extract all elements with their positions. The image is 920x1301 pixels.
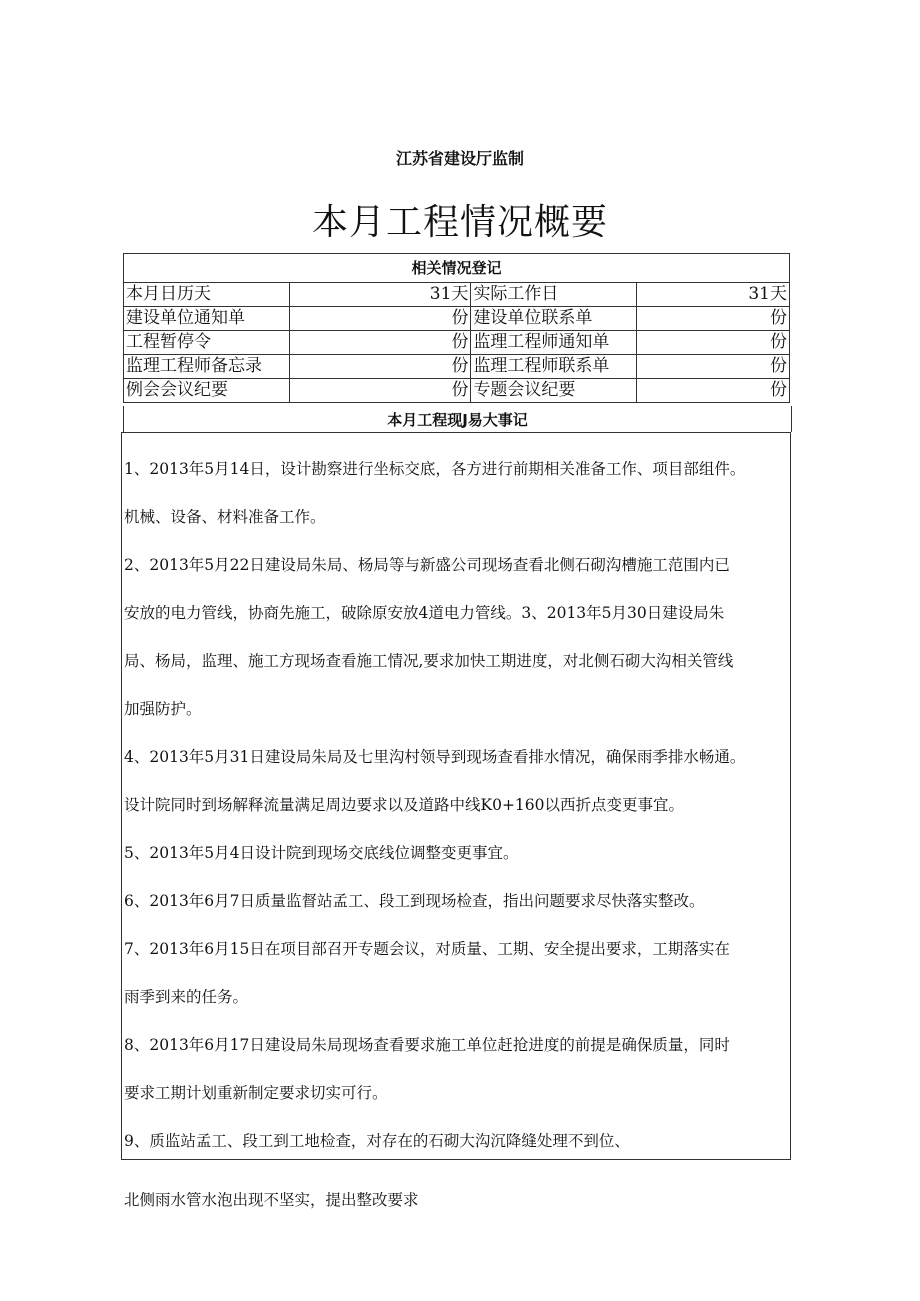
table-row xyxy=(124,331,790,355)
registry-header: 相关情况登记 xyxy=(124,254,790,283)
row-label: 本月日历天 xyxy=(124,283,290,307)
event-line: 机械、设备、材料准备工作。 xyxy=(124,508,326,526)
row-label: 例会会议纪要 xyxy=(124,379,290,403)
table-row xyxy=(124,283,790,307)
event-line: 要求工期计划重新制定要求切实可行。 xyxy=(124,1084,388,1102)
trailing-note: 北侧雨水管水泡出现不坚实，提出整改要求 xyxy=(124,1191,419,1209)
row-label: 建设单位联系单 xyxy=(471,307,637,331)
row-value: 份 xyxy=(637,379,790,403)
events-list xyxy=(124,445,792,1165)
events-header-bar xyxy=(123,406,792,432)
table-row xyxy=(124,379,790,403)
row-value: 31天 xyxy=(289,283,471,307)
row-value: 份 xyxy=(637,331,790,355)
row-value: 31天 xyxy=(637,283,790,307)
row-value: 份 xyxy=(289,307,471,331)
event-line: 8、2013年6月17日建设局朱局现场查看要求施工单位赶抢进度的前提是确保质量，同时 xyxy=(124,1036,730,1054)
row-value: 份 xyxy=(637,307,790,331)
event-line: 1、2013年5月14日，设计勘察进行坐标交底，各方进行前期相关准备工作、项目部组件。 xyxy=(124,460,746,478)
event-line: 局、杨局，监理、施工方现场查看施工情况,要求加快工期进度，对北侧石砌大沟相关管线 xyxy=(124,652,734,670)
row-label: 监理工程师通知单 xyxy=(471,331,637,355)
events-title: 本月工程现J易大事记 xyxy=(387,411,528,429)
event-line: 7、2013年6月15日在项目部召开专题会议，对质量、工期、安全提出要求，工期落实在 xyxy=(124,940,730,958)
row-label: 监理工程师备忘录 xyxy=(124,355,290,379)
event-line: 6、2013年6月7日质量监督站孟工、段工到现场检查，指出问题要求尽快落实整改。 xyxy=(124,892,705,910)
table-row xyxy=(124,307,790,331)
event-line: 设计院同时到场解释流量满足周边要求以及道路中线K0+160以西折点变更事宜。 xyxy=(124,796,685,814)
registry-header-row xyxy=(124,254,790,283)
event-line: 5、2013年5月4日设计院到现场交底线位调整变更事宜。 xyxy=(124,844,519,862)
row-label: 建设单位通知单 xyxy=(124,307,290,331)
row-value: 份 xyxy=(289,355,471,379)
row-label: 监理工程师联系单 xyxy=(471,355,637,379)
document-title: 本月工程情况概要 xyxy=(311,202,608,243)
row-value: 份 xyxy=(289,379,471,403)
row-label: 实际工作日 xyxy=(471,283,637,307)
registry-table xyxy=(123,253,790,403)
event-line: 2、2013年5月22日建设局朱局、杨局等与新盛公司现场查看北侧石砌沟槽施工范围内已 xyxy=(124,556,730,574)
table-row xyxy=(124,355,790,379)
event-line: 雨季到来的任务。 xyxy=(124,988,249,1006)
event-line: 9、质监站孟工、段工到工地检查，对存在的石砌大沟沉降缝处理不到位、 xyxy=(124,1132,630,1150)
row-value: 份 xyxy=(289,331,471,355)
row-label: 专题会议纪要 xyxy=(471,379,637,403)
row-value: 份 xyxy=(637,355,790,379)
event-line: 加强防护。 xyxy=(124,700,202,718)
row-label: 工程暂停令 xyxy=(124,331,290,355)
event-line: 4、2013年5月31日建设局朱局及七里沟村领导到现场查看排水情况，确保雨季排水畅通。 xyxy=(124,748,746,766)
event-line: 安放的电力管线，协商先施工，破除原安放4道电力管线。3、2013年5月30日建设局朱 xyxy=(124,604,725,622)
issuer-label: 江苏省建设厅监制 xyxy=(395,149,524,168)
